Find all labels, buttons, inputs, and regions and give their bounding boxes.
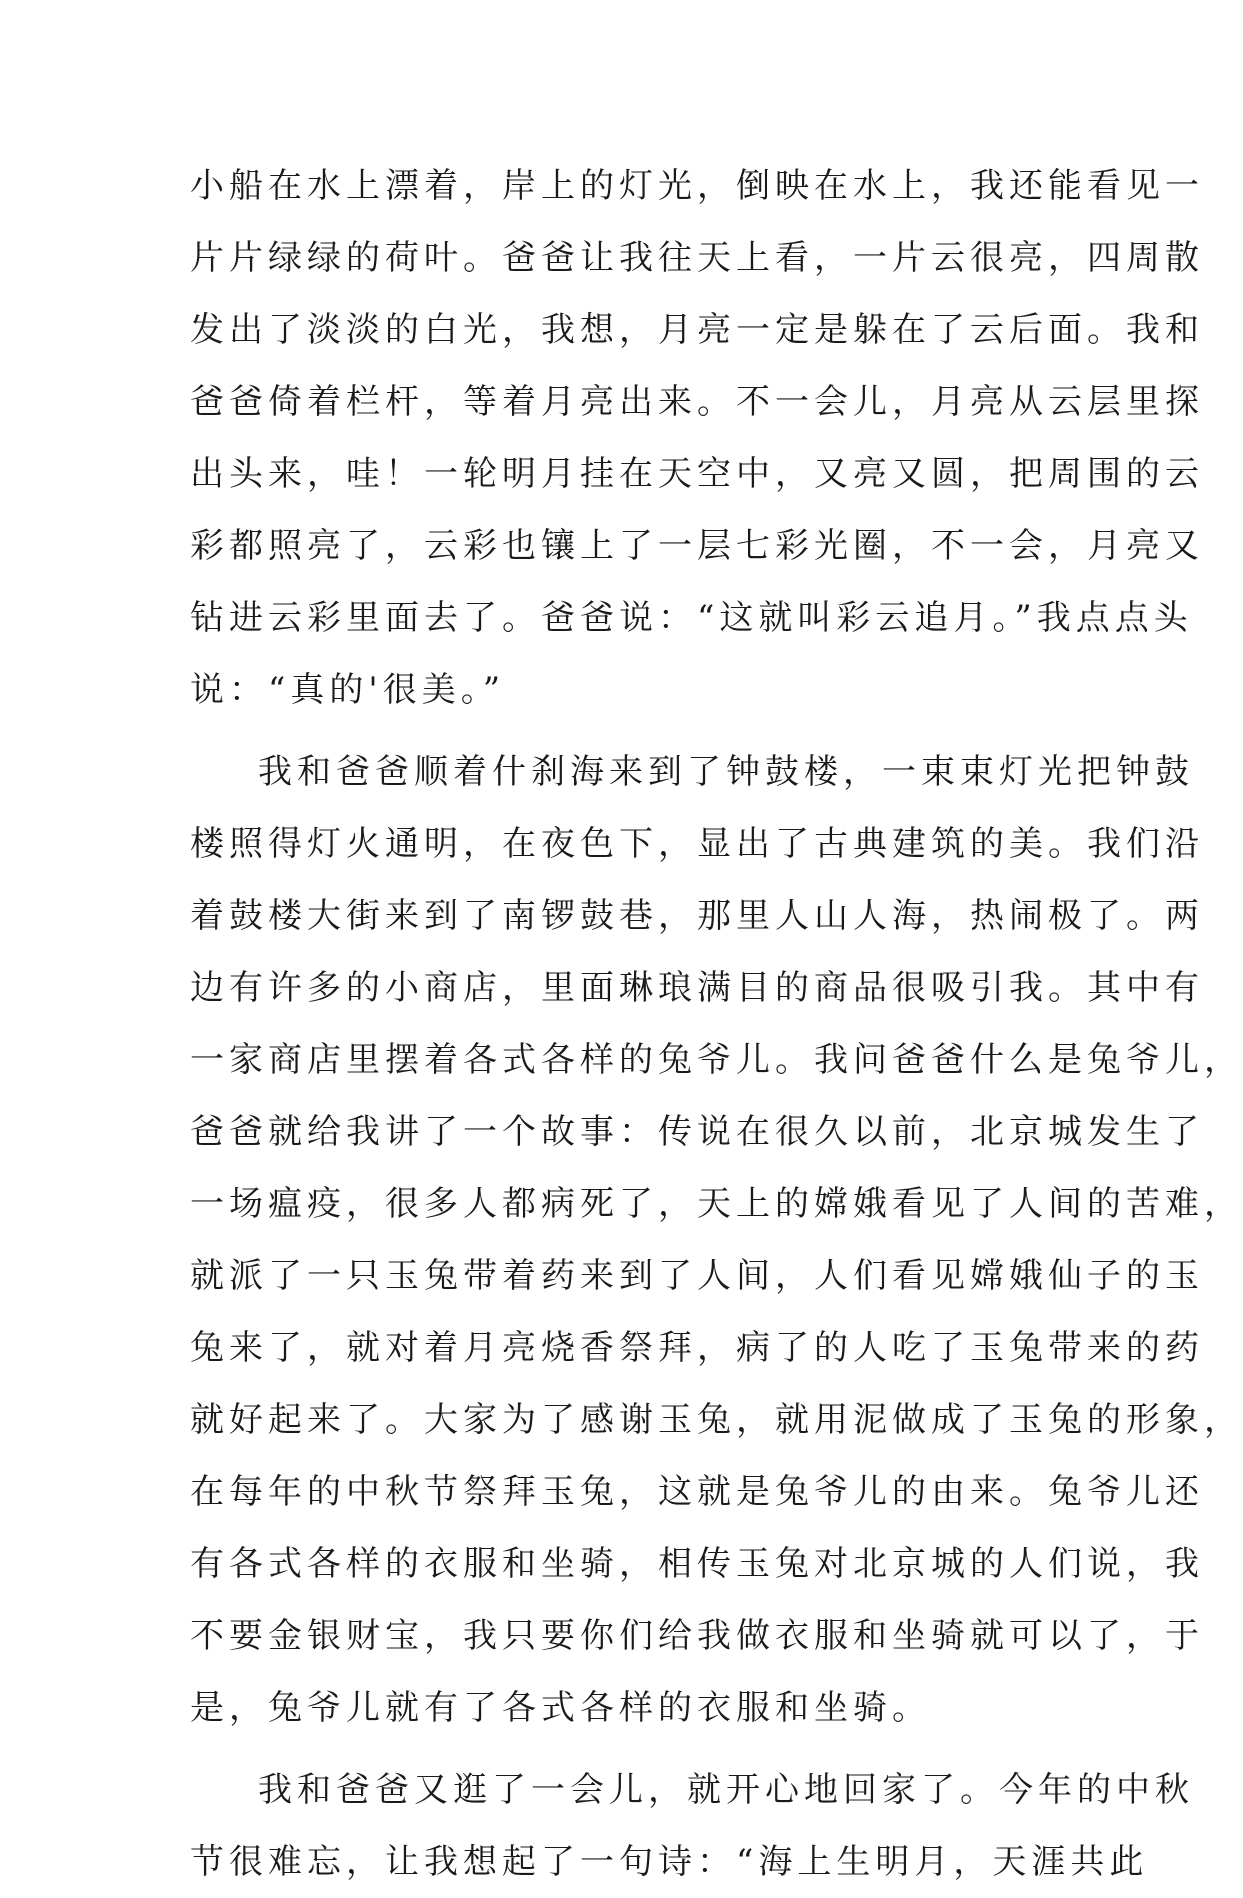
text-line: 片片绿绿的荷叶。爸爸让我往天上看，一片云很亮，四周散	[190, 238, 1204, 278]
paragraph-2	[190, 736, 1243, 1744]
text-line: 就派了一只玉兔带着药来到了人间，人们看见嫦娥仙子的玉	[190, 1256, 1204, 1296]
text-line: 就好起来了。大家为了感谢玉兔，就用泥做成了玉兔的形象，	[190, 1400, 1243, 1440]
text-line: 一场瘟疫，很多人都病死了，天上的嫦娥看见了人间的苦难，	[190, 1184, 1243, 1224]
text-line: 爸爸就给我讲了一个故事：传说在很久以前，北京城发生了	[190, 1112, 1204, 1152]
text-line: 爸爸倚着栏杆，等着月亮出来。不一会儿，月亮从云层里探	[190, 382, 1204, 422]
text-line: 楼照得灯火通明，在夜色下，显出了古典建筑的美。我们沿	[190, 824, 1204, 864]
text-line: 边有许多的小商店，里面琳琅满目的商品很吸引我。其中有	[190, 968, 1204, 1008]
text-line: 在每年的中秋节祭拜玉兔，这就是兔爷儿的由来。兔爷儿还	[190, 1472, 1204, 1512]
text-line: 出头来，哇！一轮明月挂在天空中，又亮又圆，把周围的云	[190, 454, 1204, 494]
paragraph-gap	[190, 726, 1050, 736]
text-line: 是，兔爷儿就有了各式各样的衣服和坐骑。	[190, 1688, 931, 1728]
text-line: 节很难忘，让我想起了一句诗：“海上生明月，天涯共此	[190, 1842, 1149, 1882]
paragraph-1	[190, 150, 1204, 726]
text-line: 钻进云彩里面去了。爸爸说：“这就叫彩云追月。”我点点头	[190, 598, 1193, 638]
text-line: 我和爸爸又逛了一会儿，就开心地回家了。今年的中秋	[258, 1770, 1194, 1810]
paragraph-gap	[190, 1744, 1050, 1754]
text-line: 有各式各样的衣服和坐骑，相传玉兔对北京城的人们说，我	[190, 1544, 1204, 1584]
article-body	[190, 150, 1243, 1898]
text-line: 着鼓楼大街来到了南锣鼓巷，那里人山人海，热闹极了。两	[190, 896, 1204, 936]
text-line: 兔来了，就对着月亮烧香祭拜，病了的人吃了玉兔带来的药	[190, 1328, 1204, 1368]
paragraph-3	[190, 1754, 1194, 1898]
text-line: 我和爸爸顺着什刹海来到了钟鼓楼，一束束灯光把钟鼓	[258, 752, 1194, 792]
text-line: 发出了淡淡的白光，我想，月亮一定是躲在了云后面。我和	[190, 310, 1204, 350]
text-line: 一家商店里摆着各式各样的兔爷儿。我问爸爸什么是兔爷儿，	[190, 1040, 1243, 1080]
text-line: 说：“真的'很美。”	[190, 670, 506, 710]
text-line: 小船在水上漂着，岸上的灯光，倒映在水上，我还能看见一	[190, 166, 1204, 206]
text-line: 彩都照亮了，云彩也镶上了一层七彩光圈，不一会，月亮又	[190, 526, 1204, 566]
text-line: 不要金银财宝，我只要你们给我做衣服和坐骑就可以了，于	[190, 1616, 1204, 1656]
